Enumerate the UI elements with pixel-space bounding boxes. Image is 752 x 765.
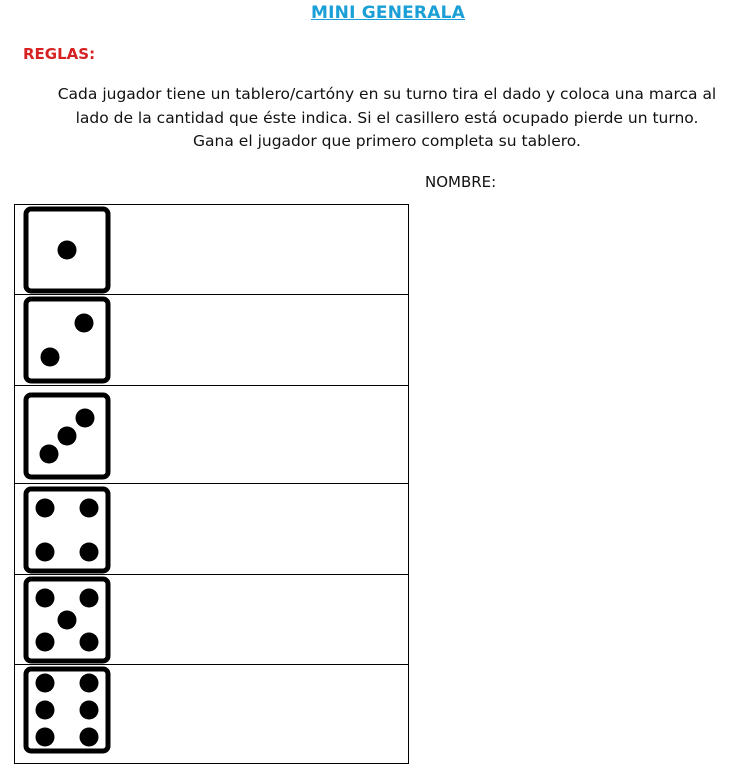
- die-pip: [58, 611, 77, 630]
- die-pip: [36, 499, 55, 518]
- die-pip: [58, 427, 77, 446]
- die-face-4-icon: [23, 486, 111, 574]
- rules-line-3: Gana el jugador que primero completa su tablero.: [193, 132, 581, 150]
- game-board: [14, 204, 409, 764]
- die-pip: [80, 589, 99, 608]
- die-pip: [36, 543, 55, 562]
- name-label: NOMBRE:: [425, 173, 497, 191]
- die-face-1-icon: [23, 206, 111, 294]
- die-pip: [36, 701, 55, 720]
- rules-line-1: Cada jugador tiene un tablero/cartóny en su turno tira el dado y coloca una marca al: [57, 85, 717, 103]
- board-row-2[interactable]: [15, 295, 408, 386]
- die-face-6-icon: [23, 666, 111, 754]
- die-pip: [80, 674, 99, 693]
- die-pip: [80, 701, 99, 720]
- die-pip: [40, 445, 59, 464]
- die-face-2-icon: [23, 296, 111, 384]
- die-face-5-icon: [23, 576, 111, 664]
- die-pip: [80, 728, 99, 747]
- die-pip: [76, 409, 95, 428]
- board-row-3[interactable]: [15, 386, 408, 484]
- board-row-1[interactable]: [15, 205, 408, 295]
- die-pip: [41, 348, 60, 367]
- board-row-4[interactable]: [15, 484, 408, 575]
- die-pip: [80, 633, 99, 652]
- die-pip: [36, 633, 55, 652]
- die-pip: [75, 314, 94, 333]
- die-outline: [26, 299, 108, 381]
- die-face-3-icon: [23, 392, 111, 480]
- die-pip: [80, 543, 99, 562]
- rules-text: [22, 83, 752, 154]
- die-pip: [36, 589, 55, 608]
- rules-heading: REGLAS:: [23, 45, 96, 63]
- board-row-6[interactable]: [15, 665, 408, 765]
- die-pip: [58, 241, 77, 260]
- board-row-5[interactable]: [15, 575, 408, 665]
- die-pip: [36, 674, 55, 693]
- rules-line-2: lado de la cantidad que éste indica. Si el casillero está ocupado pierde un turno.: [75, 108, 699, 127]
- page-title: MINI GENERALA: [311, 3, 465, 23]
- die-pip: [36, 728, 55, 747]
- die-pip: [80, 499, 99, 518]
